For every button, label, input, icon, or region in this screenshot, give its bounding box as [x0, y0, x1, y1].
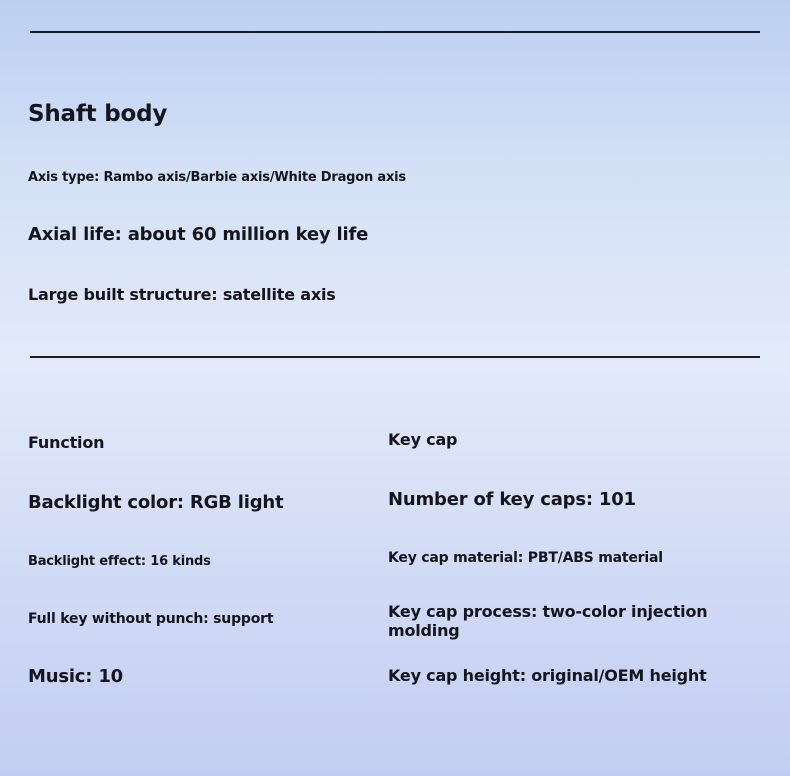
axis-type-spec: Axis type: Rambo axis/Barbie axis/White Dragon axis	[28, 170, 406, 185]
function-title: Function	[28, 433, 105, 452]
keycap-title: Key cap	[388, 430, 458, 449]
full-key-spec: Full key without punch: support	[28, 611, 274, 627]
music-spec: Music: 10	[28, 666, 123, 687]
keycap-height-spec: Key cap height: original/OEM height	[388, 666, 707, 685]
backlight-color-spec: Backlight color: RGB light	[28, 492, 284, 513]
keycap-process-spec: Key cap process: two-color injection molding	[388, 602, 708, 640]
shaft-body-title: Shaft body	[28, 101, 168, 127]
top-divider	[30, 31, 760, 33]
axial-life-spec: Axial life: about 60 million key life	[28, 224, 369, 245]
keycap-number-spec: Number of key caps: 101	[388, 489, 636, 510]
middle-divider	[30, 356, 760, 358]
backlight-effect-spec: Backlight effect: 16 kinds	[28, 554, 211, 569]
keycap-material-spec: Key cap material: PBT/ABS material	[388, 550, 663, 566]
built-structure-spec: Large built structure: satellite axis	[28, 285, 336, 304]
